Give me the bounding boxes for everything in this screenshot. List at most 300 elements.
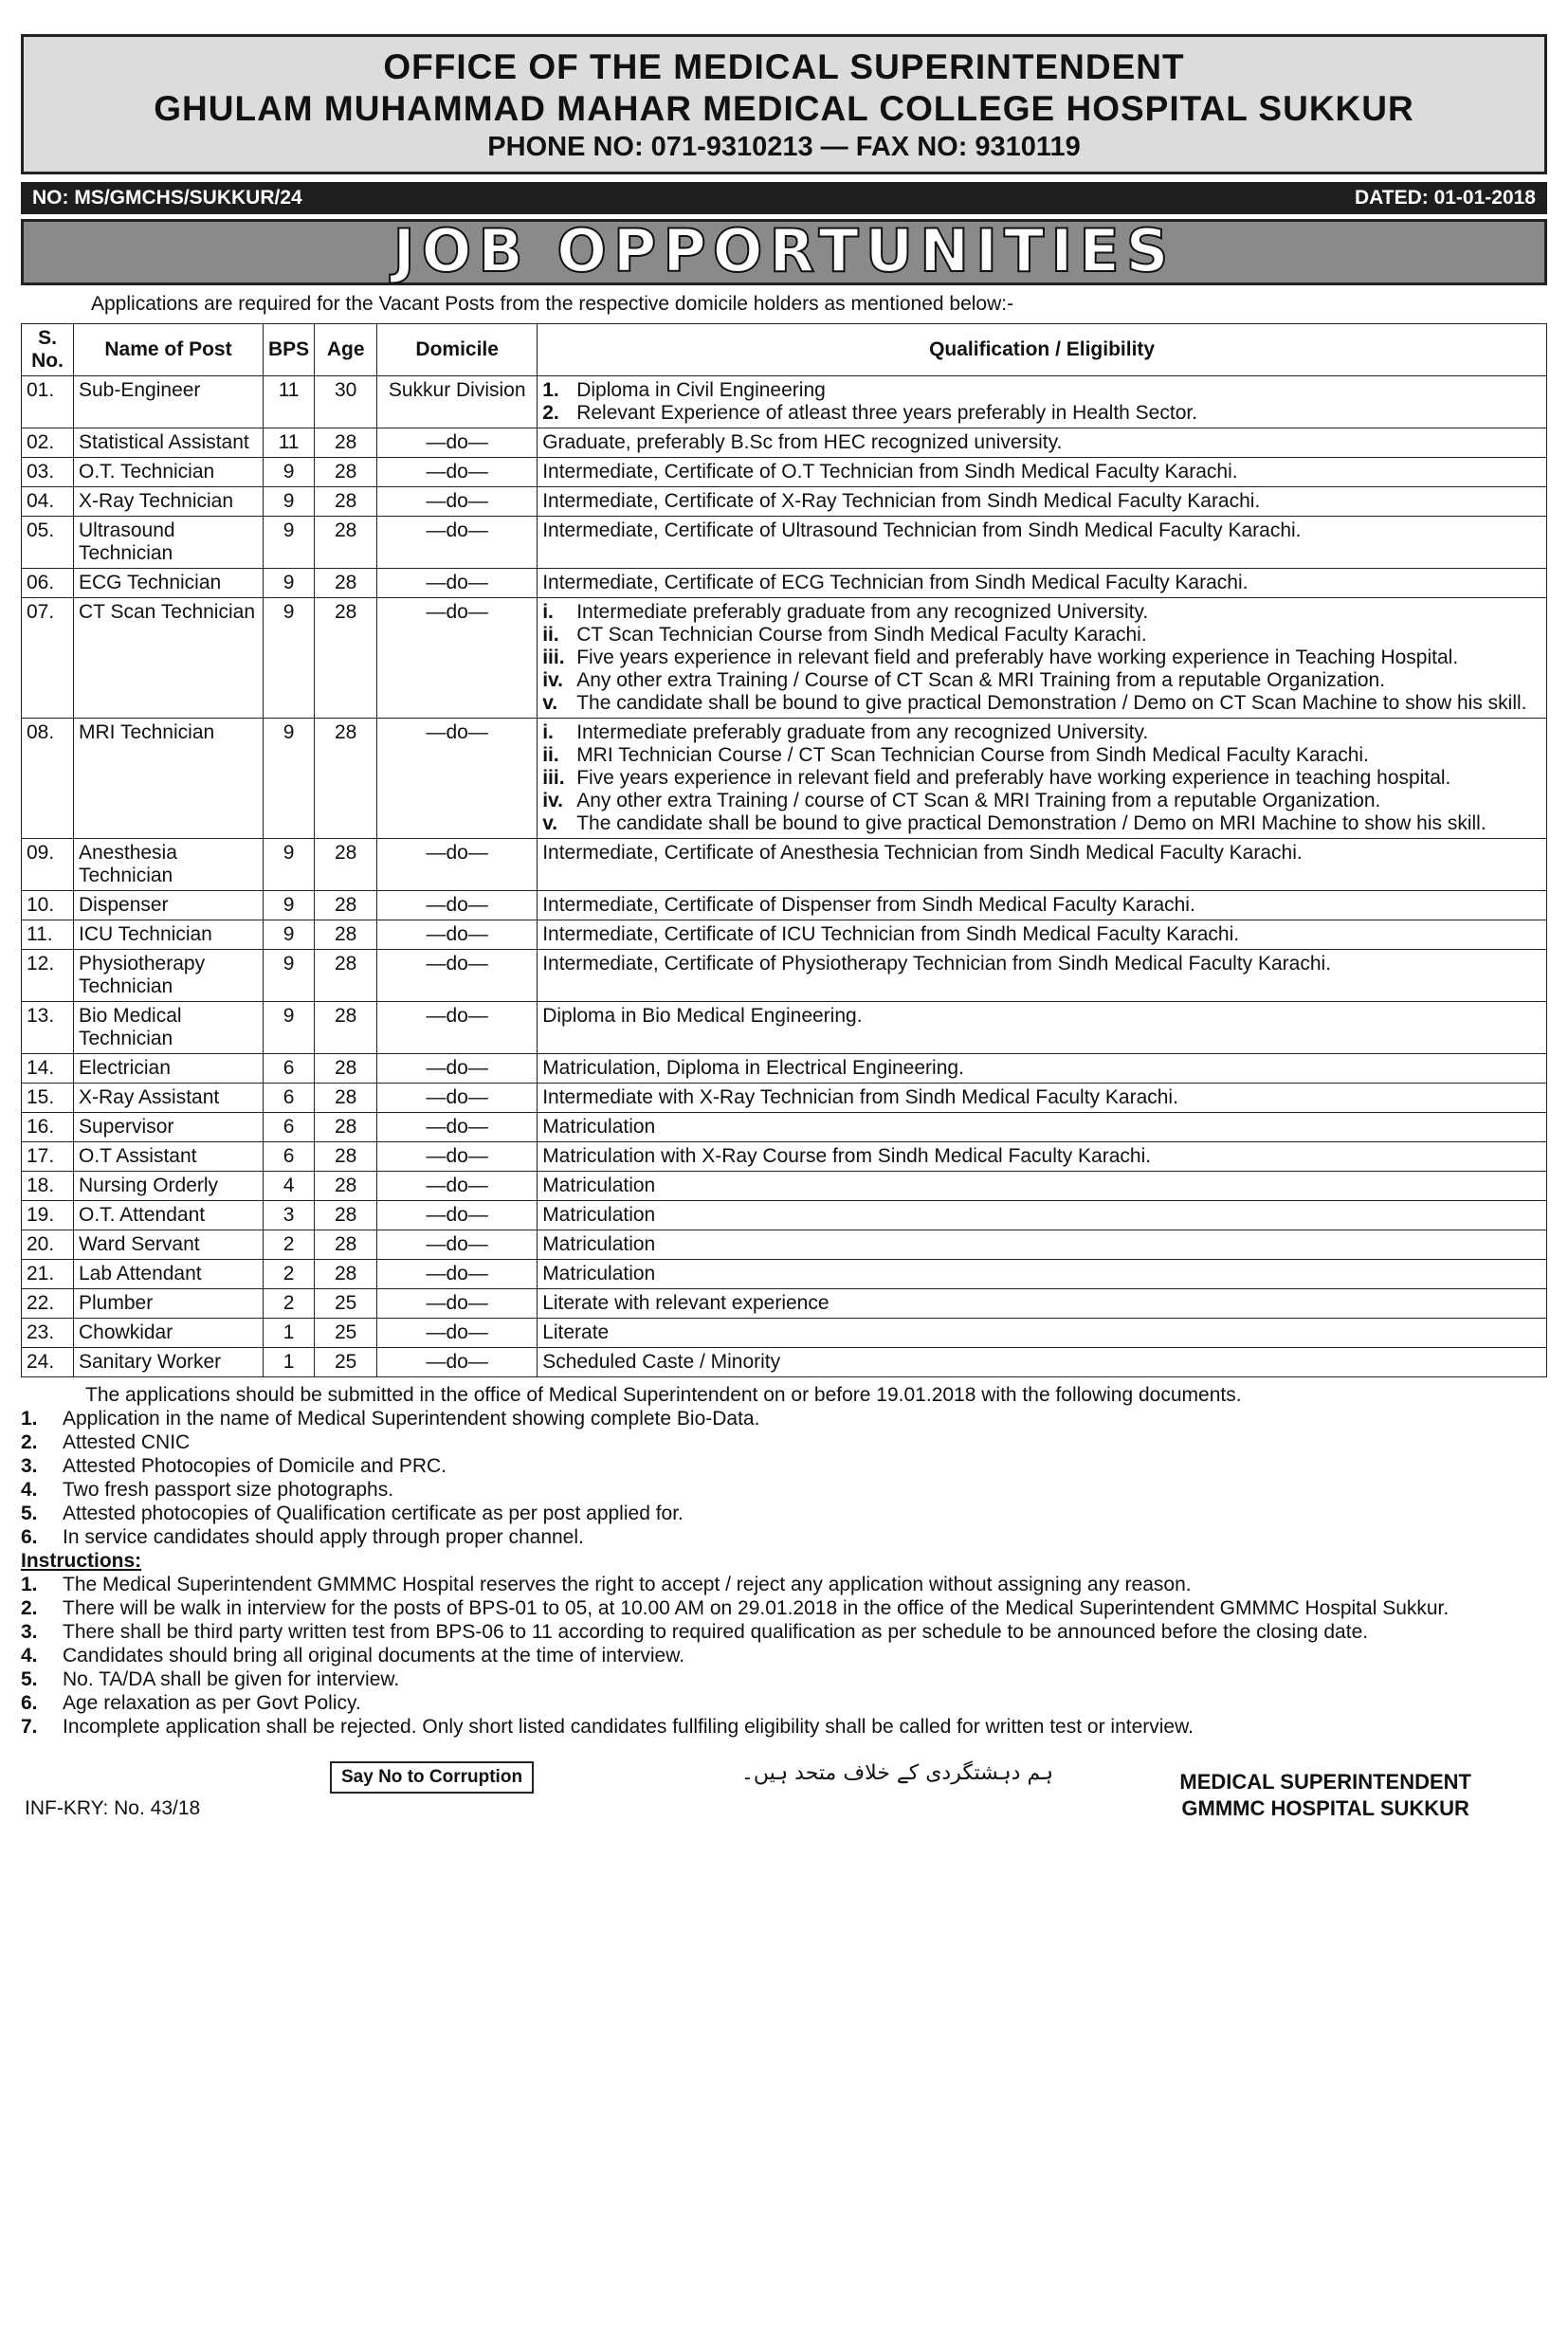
qualification-text: Five years experience in relevant field and preferably have working experience in Teaching Hospital. (576, 647, 1459, 668)
cell-age: 28 (315, 1054, 377, 1084)
cell-post-name: O.T. Technician (74, 458, 264, 487)
cell-age: 28 (315, 950, 377, 1002)
qualification-text: Diploma in Bio Medical Engineering. (542, 1005, 863, 1027)
cell-post-name: Lab Attendant (74, 1260, 264, 1289)
instruction-item-text: The Medical Superintendent GMMMC Hospital reserves the right to accept / reject any application without assigning any reason. (63, 1574, 1192, 1595)
cell-domicile: Sukkur Division (377, 376, 538, 428)
qualification-text: Literate with relevant experience (542, 1292, 830, 1314)
signatory (1179, 1769, 1471, 1822)
cell-post-name: Ward Servant (74, 1230, 264, 1260)
office-title: OFFICE OF THE MEDICAL SUPERINTENDENT (383, 47, 1185, 86)
qualification-text: Intermediate, Certificate of X-Ray Technician from Sindh Medical Faculty Karachi. (542, 490, 1261, 512)
qualification-text: Intermediate, Certificate of ICU Technician from Sindh Medical Faculty Karachi. (542, 923, 1240, 945)
cell-age: 28 (315, 1142, 377, 1172)
qualification-text: Matriculation (542, 1233, 656, 1255)
cell-bps: 6 (264, 1054, 315, 1084)
document-item (21, 1454, 1547, 1478)
cell-qualification (538, 458, 1547, 487)
job-banner (21, 216, 1547, 285)
cell-age: 28 (315, 569, 377, 598)
cell-domicile: —do— (377, 1319, 538, 1348)
cell-post-name: X-Ray Technician (74, 487, 264, 517)
qualification-text: Matriculation (542, 1263, 656, 1284)
cell-post-name: Bio Medical Technician (74, 1002, 264, 1054)
qualification-item (542, 1086, 1541, 1109)
cell-domicile: —do— (377, 1172, 538, 1201)
table-header-row (22, 324, 1547, 376)
qualification-item (542, 1321, 1541, 1344)
qualification-text: MRI Technician Course / CT Scan Technician Course from Sindh Medical Faculty Karachi. (576, 744, 1369, 766)
cell-post-name: Dispenser (74, 891, 264, 920)
table-row (22, 920, 1547, 950)
qualification-text: Intermediate, Certificate of Ultrasound Technician from Sindh Medical Faculty Karachi. (542, 519, 1302, 541)
qualification-item (542, 1145, 1541, 1168)
cell-sno: 21. (22, 1260, 74, 1289)
cell-domicile: —do— (377, 517, 538, 569)
cell-sno: 04. (22, 487, 74, 517)
qualification-text: The candidate shall be bound to give practical Demonstration / Demo on CT Scan Machine to show his skill. (576, 692, 1527, 714)
footer (21, 1748, 1547, 1833)
qualification-item (542, 744, 1541, 767)
cell-qualification (538, 598, 1547, 719)
document-item-number: 6. (21, 1526, 38, 1548)
qualification-text: Intermediate preferably graduate from any recognized University. (576, 601, 1149, 623)
qualification-item (542, 1116, 1541, 1139)
qualification-marker: 1. (542, 379, 559, 401)
cell-domicile: —do— (377, 1113, 538, 1142)
cell-age: 28 (315, 1002, 377, 1054)
cell-sno: 16. (22, 1113, 74, 1142)
header-qualification: Qualification / Eligibility (538, 324, 1547, 376)
cell-sno: 17. (22, 1142, 74, 1172)
reference-number: NO: MS/GMCHS/SUKKUR/24 (32, 187, 302, 209)
cell-post-name: Sanitary Worker (74, 1348, 264, 1377)
instruction-item (21, 1691, 1547, 1715)
header-name: Name of Post (74, 324, 264, 376)
qualification-marker: ii. (542, 624, 559, 646)
cell-post-name: ICU Technician (74, 920, 264, 950)
cell-qualification (538, 950, 1547, 1002)
cell-qualification (538, 1142, 1547, 1172)
cell-domicile: —do— (377, 1142, 538, 1172)
table-row (22, 598, 1547, 719)
cell-qualification (538, 839, 1547, 891)
say-no-corruption-box: Say No to Corruption (330, 1761, 534, 1794)
instruction-item (21, 1573, 1547, 1596)
signatory-title: MEDICAL SUPERINTENDENT (1179, 1770, 1471, 1794)
instruction-item-number: 1. (21, 1574, 38, 1595)
cell-sno: 19. (22, 1201, 74, 1230)
instruction-item-text: Candidates should bring all original documents at the time of interview. (63, 1645, 685, 1667)
cell-bps: 9 (264, 598, 315, 719)
qualification-marker: iii. (542, 647, 565, 668)
qualification-item (542, 812, 1541, 835)
cell-bps: 4 (264, 1172, 315, 1201)
cell-post-name: Anesthesia Technician (74, 839, 264, 891)
qualification-text: Relevant Experience of atleast three years preferably in Health Sector. (576, 402, 1198, 424)
qualification-text: Five years experience in relevant field and preferably have working experience in teaching hospital. (576, 767, 1451, 789)
qualification-marker: iii. (542, 767, 565, 789)
header-age: Age (315, 324, 377, 376)
cell-bps: 9 (264, 891, 315, 920)
header-sno: S. No. (22, 324, 74, 376)
qualification-item (542, 461, 1541, 483)
cell-bps: 6 (264, 1084, 315, 1113)
cell-post-name: Chowkidar (74, 1319, 264, 1348)
qualification-item (542, 624, 1541, 647)
qualification-item (542, 431, 1541, 454)
document-item-number: 2. (21, 1431, 38, 1453)
document-item-text: Attested CNIC (63, 1431, 191, 1453)
cell-age: 28 (315, 719, 377, 839)
cell-domicile: —do— (377, 920, 538, 950)
cell-bps: 9 (264, 569, 315, 598)
instructions-list (21, 1573, 1547, 1739)
cell-age: 28 (315, 1260, 377, 1289)
cell-bps: 9 (264, 950, 315, 1002)
instruction-item-text: Age relaxation as per Govt Policy. (63, 1692, 361, 1714)
cell-bps: 6 (264, 1142, 315, 1172)
cell-domicile: —do— (377, 1054, 538, 1084)
cell-age: 28 (315, 1084, 377, 1113)
table-row (22, 428, 1547, 458)
header-bps: BPS (264, 324, 315, 376)
document-item-number: 3. (21, 1455, 38, 1477)
qualification-item (542, 953, 1541, 975)
cell-qualification (538, 719, 1547, 839)
qualification-text: Scheduled Caste / Minority (542, 1351, 781, 1373)
cell-age: 28 (315, 1113, 377, 1142)
cell-sno: 20. (22, 1230, 74, 1260)
qualification-text: Matriculation (542, 1175, 656, 1196)
cell-domicile: —do— (377, 891, 538, 920)
cell-qualification (538, 1348, 1547, 1377)
qualification-marker: iv. (542, 790, 563, 811)
table-row (22, 1172, 1547, 1201)
cell-qualification (538, 1260, 1547, 1289)
qualification-item (542, 1292, 1541, 1315)
table-row (22, 1260, 1547, 1289)
cell-qualification (538, 1002, 1547, 1054)
cell-domicile: —do— (377, 487, 538, 517)
document-item-number: 5. (21, 1503, 38, 1524)
qualification-text: Intermediate, Certificate of O.T Technician from Sindh Medical Faculty Karachi. (542, 461, 1238, 483)
cell-sno: 23. (22, 1319, 74, 1348)
qualification-item (542, 1204, 1541, 1227)
instruction-item-text: No. TA/DA shall be given for interview. (63, 1668, 400, 1690)
table-row (22, 839, 1547, 891)
qualification-text: Any other extra Training / Course of CT Scan & MRI Training from a reputable Organization. (576, 669, 1386, 691)
cell-domicile: —do— (377, 719, 538, 839)
cell-post-name: Supervisor (74, 1113, 264, 1142)
document-item (21, 1525, 1547, 1549)
cell-age: 28 (315, 1230, 377, 1260)
table-row (22, 376, 1547, 428)
qualification-item (542, 490, 1541, 513)
table-row (22, 1113, 1547, 1142)
qualification-text: Intermediate with X-Ray Technician from Sindh Medical Faculty Karachi. (542, 1086, 1178, 1108)
cell-post-name: Sub-Engineer (74, 376, 264, 428)
cell-domicile: —do— (377, 458, 538, 487)
qualification-text: Intermediate preferably graduate from any recognized University. (576, 721, 1149, 743)
cell-post-name: O.T Assistant (74, 1142, 264, 1172)
instruction-item (21, 1667, 1547, 1691)
qualification-item (542, 1057, 1541, 1080)
cell-post-name: Physiotherapy Technician (74, 950, 264, 1002)
cell-qualification (538, 1319, 1547, 1348)
cell-sno: 24. (22, 1348, 74, 1377)
document-item-text: Two fresh passport size photographs. (63, 1479, 394, 1501)
cell-bps: 9 (264, 839, 315, 891)
cell-bps: 2 (264, 1230, 315, 1260)
cell-domicile: —do— (377, 598, 538, 719)
table-row (22, 719, 1547, 839)
cell-post-name: MRI Technician (74, 719, 264, 839)
cell-bps: 9 (264, 458, 315, 487)
qualification-marker: i. (542, 721, 554, 743)
cell-qualification (538, 1084, 1547, 1113)
cell-domicile: —do— (377, 569, 538, 598)
qualification-item (542, 923, 1541, 946)
cell-bps: 2 (264, 1260, 315, 1289)
qualification-item (542, 572, 1541, 594)
qualification-text: Diploma in Civil Engineering (576, 379, 826, 401)
submission-section (21, 1383, 1547, 1739)
documents-list (21, 1407, 1547, 1549)
table-row (22, 1054, 1547, 1084)
qualification-item (542, 1175, 1541, 1197)
cell-sno: 13. (22, 1002, 74, 1054)
cell-bps: 1 (264, 1348, 315, 1377)
cell-bps: 11 (264, 376, 315, 428)
qualification-text: Intermediate, Certificate of ECG Technician from Sindh Medical Faculty Karachi. (542, 572, 1249, 593)
instruction-item-number: 4. (21, 1645, 38, 1667)
cell-sno: 08. (22, 719, 74, 839)
cell-bps: 11 (264, 428, 315, 458)
cell-sno: 06. (22, 569, 74, 598)
table-row (22, 458, 1547, 487)
document-item-text: Attested photocopies of Qualification certificate as per post applied for. (63, 1503, 684, 1524)
cell-sno: 01. (22, 376, 74, 428)
cell-qualification (538, 920, 1547, 950)
cell-sno: 02. (22, 428, 74, 458)
instruction-item-number: 3. (21, 1621, 38, 1643)
cell-qualification (538, 1289, 1547, 1319)
cell-bps: 9 (264, 920, 315, 950)
table-row (22, 891, 1547, 920)
reference-date: DATED: 01-01-2018 (1354, 187, 1536, 209)
qualification-item (542, 379, 1541, 402)
vacancy-table (21, 323, 1547, 1377)
qualification-item (542, 767, 1541, 790)
instruction-item (21, 1644, 1547, 1667)
cell-post-name: Electrician (74, 1054, 264, 1084)
cell-qualification (538, 1230, 1547, 1260)
qualification-item (542, 790, 1541, 812)
cell-age: 25 (315, 1289, 377, 1319)
qualification-item (542, 894, 1541, 917)
qualification-text: Intermediate, Certificate of Anesthesia Technician from Sindh Medical Faculty Karachi. (542, 842, 1303, 864)
cell-domicile: —do— (377, 1289, 538, 1319)
cell-sno: 18. (22, 1172, 74, 1201)
cell-age: 28 (315, 517, 377, 569)
cell-domicile: —do— (377, 1002, 538, 1054)
table-row (22, 1319, 1547, 1348)
cell-qualification (538, 1054, 1547, 1084)
cell-domicile: —do— (377, 839, 538, 891)
cell-sno: 12. (22, 950, 74, 1002)
instruction-item-number: 6. (21, 1692, 38, 1714)
qualification-text: Matriculation (542, 1204, 656, 1226)
cell-qualification (538, 428, 1547, 458)
cell-sno: 22. (22, 1289, 74, 1319)
cell-age: 28 (315, 1201, 377, 1230)
qualification-marker: v. (542, 812, 558, 834)
qualification-item (542, 1351, 1541, 1374)
cell-sno: 05. (22, 517, 74, 569)
qualification-item (542, 647, 1541, 669)
cell-bps: 1 (264, 1319, 315, 1348)
cell-age: 28 (315, 458, 377, 487)
qualification-item (542, 1263, 1541, 1285)
cell-age: 30 (315, 376, 377, 428)
cell-age: 25 (315, 1348, 377, 1377)
qualification-item (542, 1005, 1541, 1028)
document-item-number: 1. (21, 1408, 38, 1430)
table-row (22, 569, 1547, 598)
qualification-text: Any other extra Training / course of CT Scan & MRI Training from a reputable Organization. (576, 790, 1381, 811)
qualification-text: Matriculation with X-Ray Course from Sindh Medical Faculty Karachi. (542, 1145, 1152, 1167)
cell-qualification (538, 1201, 1547, 1230)
cell-domicile: —do— (377, 1230, 538, 1260)
qualification-item (542, 402, 1541, 425)
cell-qualification (538, 891, 1547, 920)
instruction-item-text: Incomplete application shall be rejected. Only short listed candidates fullfiling eligibility shall be called for written test or interview. (63, 1716, 1194, 1738)
signatory-office: GMMMC HOSPITAL SUKKUR (1181, 1796, 1469, 1820)
qualification-text: Matriculation, Diploma in Electrical Engineering. (542, 1057, 964, 1079)
cell-qualification (538, 1113, 1547, 1142)
instruction-item-text: There shall be third party written test from BPS-06 to 11 according to required qualification as per schedule to be announced before the closing date. (63, 1621, 1369, 1643)
cell-sno: 11. (22, 920, 74, 950)
cell-sno: 15. (22, 1084, 74, 1113)
document-item (21, 1407, 1547, 1430)
qualification-marker: v. (542, 692, 558, 714)
table-row (22, 1348, 1547, 1377)
cell-post-name: Ultrasound Technician (74, 517, 264, 569)
instruction-item-number: 2. (21, 1597, 38, 1619)
cell-post-name: ECG Technician (74, 569, 264, 598)
qualification-item (542, 669, 1541, 692)
table-row (22, 1142, 1547, 1172)
cell-post-name: O.T. Attendant (74, 1201, 264, 1230)
document-item (21, 1430, 1547, 1454)
advertisement-page (21, 34, 1547, 1833)
cell-sno: 07. (22, 598, 74, 719)
qualification-text: Intermediate, Certificate of Dispenser from Sindh Medical Faculty Karachi. (542, 894, 1195, 916)
urdu-slogan: ہم دہشتگردی کے خلاف متحد ہیں۔ (741, 1761, 1053, 1785)
instruction-item (21, 1715, 1547, 1739)
cell-age: 25 (315, 1319, 377, 1348)
instruction-item (21, 1620, 1547, 1644)
instruction-item-text: There will be walk in interview for the posts of BPS-01 to 05, at 10.00 AM on 29.01.2018 in the office of the Medical Superintendent GMMMC Hospital Sukkur. (63, 1597, 1449, 1619)
cell-age: 28 (315, 487, 377, 517)
hospital-name: GHULAM MUHAMMAD MAHAR MEDICAL COLLEGE HOSPITAL SUKKUR (154, 89, 1414, 128)
qualification-item (542, 842, 1541, 865)
qualification-text: CT Scan Technician Course from Sindh Medical Faculty Karachi. (576, 624, 1147, 646)
qualification-text: Matriculation (542, 1116, 656, 1138)
cell-domicile: —do— (377, 1084, 538, 1113)
inf-number: INF-KRY: No. 43/18 (25, 1797, 201, 1819)
cell-age: 28 (315, 428, 377, 458)
cell-age: 28 (315, 598, 377, 719)
cell-bps: 3 (264, 1201, 315, 1230)
qualification-text: Literate (542, 1321, 610, 1343)
cell-post-name: Statistical Assistant (74, 428, 264, 458)
table-row (22, 487, 1547, 517)
submission-lead: The applications should be submitted in the office of Medical Superintendent on or before 19.01.2018 with the following documents. (85, 1384, 1242, 1406)
qualification-item (542, 721, 1541, 744)
banner-title: JOB OPPORTUNITIES (392, 216, 1176, 285)
qualification-text: Graduate, preferably B.Sc from HEC recognized university. (542, 431, 1063, 453)
instruction-item-number: 5. (21, 1668, 38, 1690)
cell-post-name: CT Scan Technician (74, 598, 264, 719)
instruction-item (21, 1596, 1547, 1620)
qualification-item (542, 601, 1541, 624)
reference-bar (21, 182, 1547, 214)
cell-sno: 09. (22, 839, 74, 891)
document-item-text: Application in the name of Medical Superintendent showing complete Bio-Data. (63, 1408, 760, 1430)
cell-sno: 14. (22, 1054, 74, 1084)
instructions-heading: Instructions: (21, 1550, 142, 1572)
table-row (22, 950, 1547, 1002)
intro-text: Applications are required for the Vacant Posts from the respective domicile holders as mentioned below:- (91, 293, 1014, 315)
cell-sno: 03. (22, 458, 74, 487)
office-header (21, 34, 1547, 174)
table-row (22, 1230, 1547, 1260)
cell-bps: 9 (264, 1002, 315, 1054)
cell-bps: 9 (264, 487, 315, 517)
table-row (22, 1002, 1547, 1054)
cell-domicile: —do— (377, 1260, 538, 1289)
qualification-marker: ii. (542, 744, 559, 766)
cell-age: 28 (315, 891, 377, 920)
cell-qualification (538, 487, 1547, 517)
cell-post-name: X-Ray Assistant (74, 1084, 264, 1113)
qualification-marker: iv. (542, 669, 563, 691)
qualification-marker: i. (542, 601, 554, 623)
cell-bps: 2 (264, 1289, 315, 1319)
table-row (22, 1289, 1547, 1319)
document-item-text: In service candidates should apply through proper channel. (63, 1526, 584, 1548)
table-row (22, 1084, 1547, 1113)
cell-qualification (538, 517, 1547, 569)
cell-domicile: —do— (377, 1201, 538, 1230)
instruction-item-number: 7. (21, 1716, 38, 1738)
cell-domicile: —do— (377, 950, 538, 1002)
qualification-item (542, 519, 1541, 542)
contact-line: PHONE NO: 071-9310213 — FAX NO: 9310119 (487, 132, 1081, 162)
table-row (22, 517, 1547, 569)
cell-age: 28 (315, 1172, 377, 1201)
cell-domicile: —do— (377, 1348, 538, 1377)
cell-post-name: Plumber (74, 1289, 264, 1319)
qualification-text: The candidate shall be bound to give practical Demonstration / Demo on MRI Machine to show his skill. (576, 812, 1486, 834)
qualification-marker: 2. (542, 402, 559, 424)
cell-age: 28 (315, 839, 377, 891)
cell-bps: 9 (264, 719, 315, 839)
qualification-text: Intermediate, Certificate of Physiotherapy Technician from Sindh Medical Faculty Karachi. (542, 953, 1332, 975)
qualification-item (542, 692, 1541, 715)
